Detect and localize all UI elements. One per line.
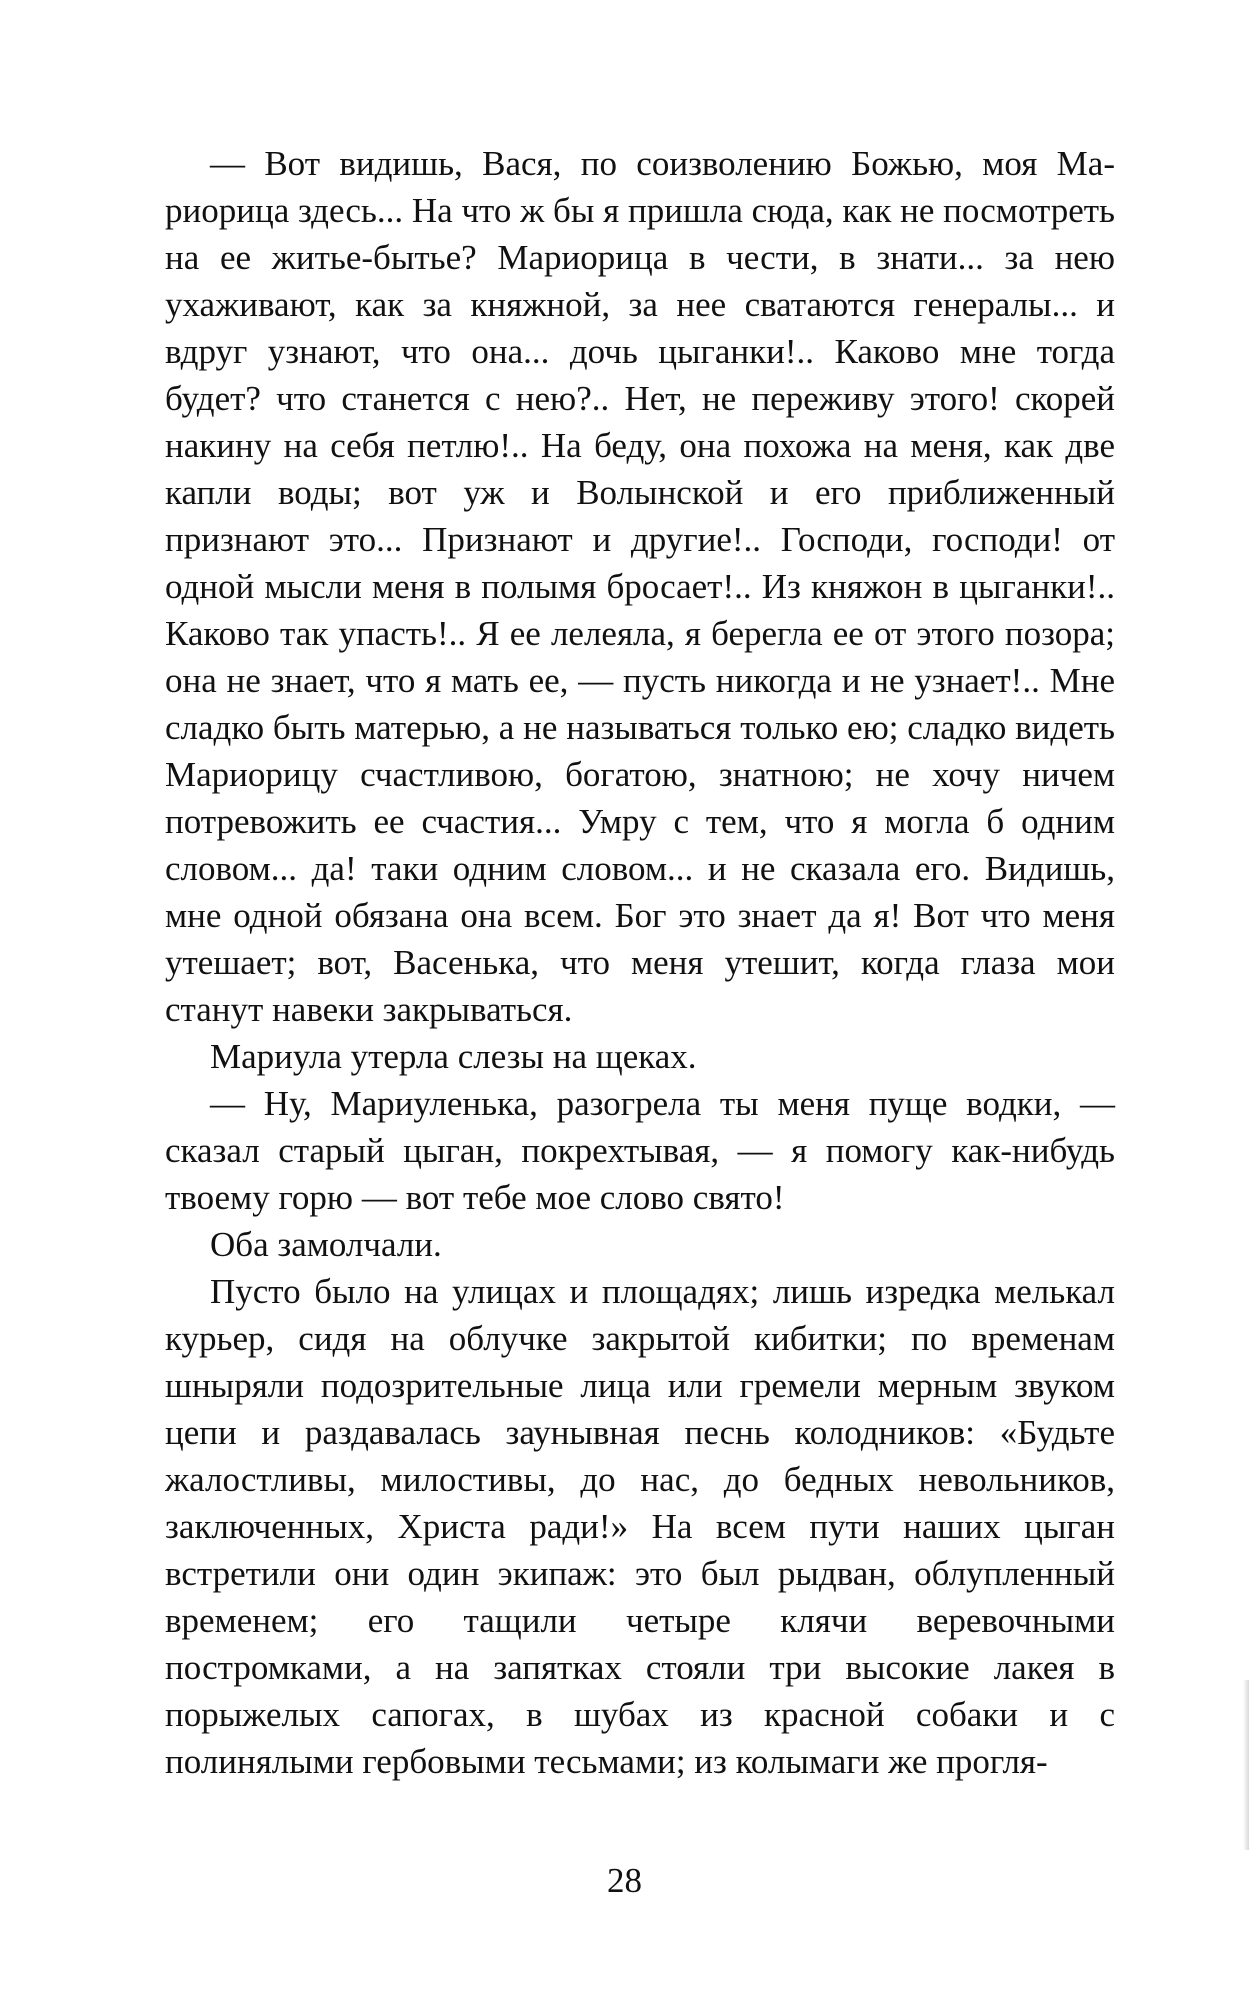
page-edge-shadow bbox=[1243, 1680, 1249, 1850]
paragraph-monologue: — Вот видишь, Вася, по соизволению Божью, моя Мариорица здесь... На что ж бы я пришла сюда, как не посмотреть на ее житье-бытье? Мариорица в чести, в знати... за нею ухаживают, как за княжной, за нее сватаются генералы... и вдруг узнают, что она... дочь цыганки!.. Каково мне тогда будет? что станется с нею?.. Нет, не переживу этого! скорей накину на себя петлю!.. На беду, она похожа на меня, как две капли воды; вот уж и Волынской и его приближенный признают это... Признают и другие!.. Господи, господи! от одной мысли меня в полымя бросает!.. Из княжон в цыганки!.. Каково так упасть!.. Я ее лелеяла, я берегла ее от этого позора; она не знает, что я мать ее, — пусть никогда и не узнает!.. Мне сладко быть матерью, а не называться только ею; сладко видеть Мариорицу счастливою, богатою, знатною; не хочу ничем потревожить ее счастия... Умру с тем, что я могла б одним словом... да! таки одним словом... и не сказала его. Видишь, мне одной обязана она всем. Бог это знает да я! Вот что меня утешает; вот, Васенька, что меня утешит, когда глаза мои станут навеки закрываться. bbox=[165, 144, 1116, 1029]
paragraph-silence: Оба замолчали. bbox=[210, 1225, 442, 1264]
page-number: 28 bbox=[607, 1861, 642, 1900]
paragraph-street-description: Пусто было на улицах и площадях; лишь изредка мелькал курьер, сидя на облучке закрытой кибитки; по временам шныряли подозрительные лица или гремели мерным звуком цепи и раздавалась заунывная песнь колодников: «Будьте жалостливы, милостивы, до нас, до бедных невольников, заключенных, Христа ради!» На всем пути наших цыган встретили они один экипаж: это был рыдван, облупленный временем; его тащили четыре клячи веревочными постромками, а на запятках стояли три высокие лакея в порыжелых сапогах, в шубах из красной собаки и с полинялыми гербовыми тесьмами; из колымаги же прогля- bbox=[165, 1272, 1115, 1781]
paragraph-gypsy-reply: — Ну, Мариуленька, разогрела ты меня пуще водки, — сказал старый цыган, покрехтывая, — я помогу как-нибудь твоему горю — вот тебе мое слово свято! bbox=[165, 1084, 1115, 1217]
paragraph-mariula-tears: Мариула утерла слезы на щеках. bbox=[210, 1037, 697, 1076]
body-text bbox=[165, 140, 1115, 1785]
